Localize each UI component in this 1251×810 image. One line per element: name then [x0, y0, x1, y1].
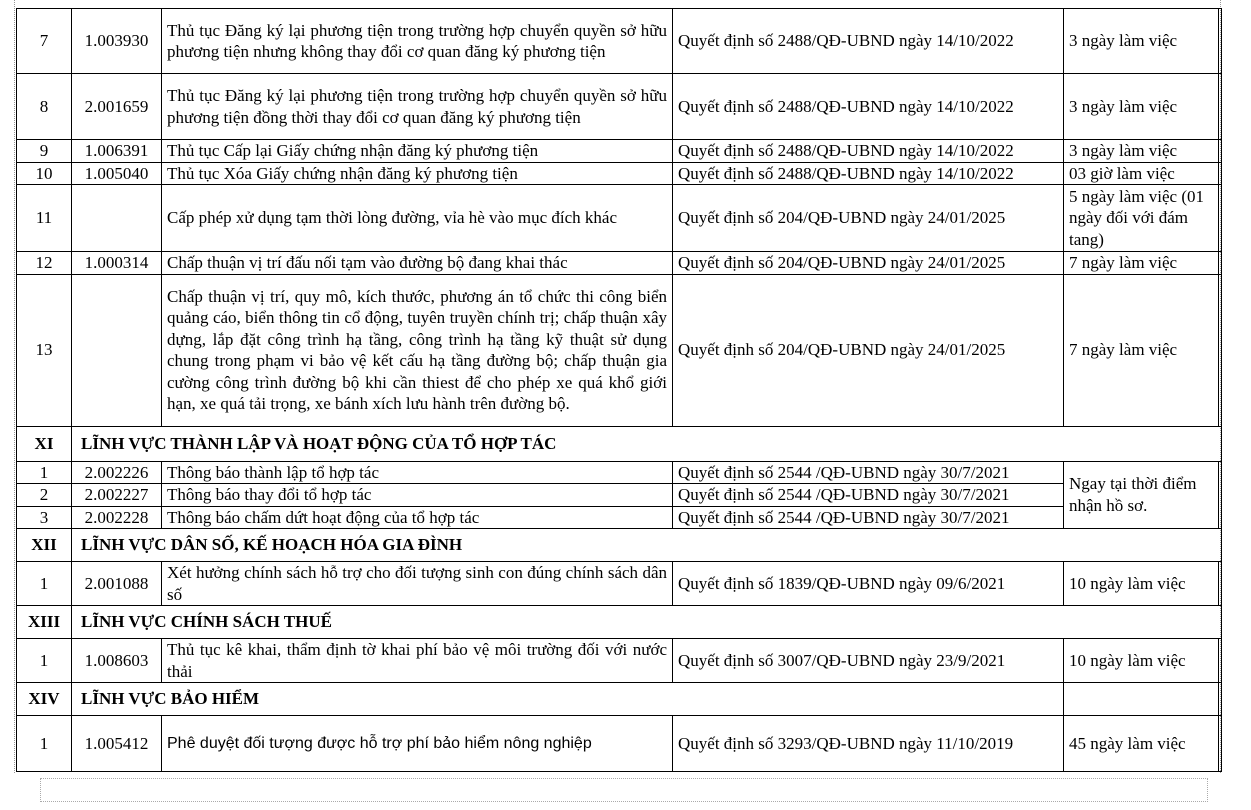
footer-area — [40, 778, 1208, 802]
procedure-code: 1.003930 — [72, 9, 162, 74]
processing-time: 7 ngày làm việc — [1064, 274, 1219, 426]
section-number: XI — [17, 426, 72, 461]
procedure-name: Thông báo chấm dứt hoạt động của tổ hợp tác — [162, 506, 673, 529]
row-number: 8 — [17, 74, 72, 140]
procedure-code — [72, 274, 162, 426]
procedures-table — [16, 8, 1222, 772]
row-number: 9 — [17, 140, 72, 163]
row-number: 2 — [17, 484, 72, 507]
procedure-name: Thủ tục kê khai, thẩm định tờ khai phí bảo vệ môi trường đối với nước thải — [162, 639, 673, 683]
decision-reference: Quyết định số 3007/QĐ-UBND ngày 23/9/2021 — [673, 639, 1064, 683]
procedure-name: Chấp thuận vị trí, quy mô, kích thước, phương án tổ chức thi công biển quảng cáo, biển thông tin cổ động, tuyên truyền chính trị; chấp thuận xây dựng, lắp đặt công trình hạ tầng, công trình hạ tầng kỹ thuật sử dụng chung trong phạm vi bảo vệ kết cấu hạ tầng đường bộ; chấp thuận gia cường công trình đường bộ khi cần thiest để cho phép xe quá khổ giới hạn, xe quá tải trọng, xe bánh xích lưu hành trên đường bộ. — [162, 274, 673, 426]
table-row — [17, 162, 1222, 185]
table-row — [17, 9, 1222, 74]
procedure-code: 1.005040 — [72, 162, 162, 185]
processing-time: 03 giờ làm việc — [1064, 162, 1219, 185]
table-row — [17, 252, 1222, 275]
procedure-code: 1.008603 — [72, 639, 162, 683]
section-number: XII — [17, 529, 72, 562]
table-row — [17, 716, 1222, 772]
procedure-code: 2.002228 — [72, 506, 162, 529]
empty-cell — [1064, 683, 1219, 716]
row-number: 1 — [17, 461, 72, 484]
procedure-code: 1.005412 — [72, 716, 162, 772]
procedure-code: 2.001659 — [72, 74, 162, 140]
procedure-code: 1.000314 — [72, 252, 162, 275]
procedure-code — [72, 185, 162, 252]
decision-reference: Quyết định số 2488/QĐ-UBND ngày 14/10/2022 — [673, 140, 1064, 163]
processing-time: 5 ngày làm việc (01 ngày đối với đám tang) — [1064, 185, 1219, 252]
table-row — [17, 562, 1222, 606]
procedure-name: Thủ tục Xóa Giấy chứng nhận đăng ký phương tiện — [162, 162, 673, 185]
row-number: 11 — [17, 185, 72, 252]
table-row — [17, 506, 1222, 529]
processing-time: 10 ngày làm việc — [1064, 639, 1219, 683]
section-header — [17, 426, 1222, 461]
processing-time: 45 ngày làm việc — [1064, 716, 1219, 772]
decision-reference: Quyết định số 3293/QĐ-UBND ngày 11/10/2019 — [673, 716, 1064, 772]
processing-time: 3 ngày làm việc — [1064, 74, 1219, 140]
table-row — [17, 185, 1222, 252]
procedure-name: Thủ tục Đăng ký lại phương tiện trong trường hợp chuyển quyền sở hữu phương tiện nhưng không thay đổi cơ quan đăng ký phương tiện — [162, 9, 673, 74]
section-header — [17, 683, 1222, 716]
row-number: 1 — [17, 639, 72, 683]
decision-reference: Quyết định số 2488/QĐ-UBND ngày 14/10/2022 — [673, 74, 1064, 140]
procedure-code: 1.006391 — [72, 140, 162, 163]
procedure-name: Chấp thuận vị trí đấu nối tạm vào đường bộ đang khai thác — [162, 252, 673, 275]
table-row — [17, 74, 1222, 140]
decision-reference: Quyết định số 204/QĐ-UBND ngày 24/01/2025 — [673, 185, 1064, 252]
procedure-name: Thủ tục Đăng ký lại phương tiện trong trường hợp chuyển quyền sở hữu phương tiện đồng thời thay đổi cơ quan đăng ký phương tiện — [162, 74, 673, 140]
processing-time: Ngay tại thời điểm nhận hồ sơ. — [1064, 461, 1219, 529]
page-margin-left — [14, 0, 15, 773]
table-row — [17, 639, 1222, 683]
row-number: 3 — [17, 506, 72, 529]
decision-reference: Quyết định số 2544 /QĐ-UBND ngày 30/7/2021 — [673, 506, 1064, 529]
section-header — [17, 529, 1222, 562]
table-row — [17, 461, 1222, 484]
decision-reference: Quyết định số 2544 /QĐ-UBND ngày 30/7/2021 — [673, 461, 1064, 484]
procedure-code: 2.002227 — [72, 484, 162, 507]
processing-time: 7 ngày làm việc — [1064, 252, 1219, 275]
table-row — [17, 484, 1222, 507]
section-number: XIII — [17, 606, 72, 639]
decision-reference: Quyết định số 204/QĐ-UBND ngày 24/01/2025 — [673, 274, 1064, 426]
decision-reference: Quyết định số 1839/QĐ-UBND ngày 09/6/2021 — [673, 562, 1064, 606]
procedure-name: Thông báo thành lập tổ hợp tác — [162, 461, 673, 484]
procedure-name: Cấp phép xử dụng tạm thời lòng đường, vỉa hè vào mục đích khác — [162, 185, 673, 252]
procedure-code: 2.002226 — [72, 461, 162, 484]
processing-time: 10 ngày làm việc — [1064, 562, 1219, 606]
section-title: LĨNH VỰC DÂN SỐ, KẾ HOẠCH HÓA GIA ĐÌNH — [72, 529, 1222, 562]
procedure-name: Xét hưởng chính sách hỗ trợ cho đối tượng sinh con đúng chính sách dân số — [162, 562, 673, 606]
section-title: LĨNH VỰC THÀNH LẬP VÀ HOẠT ĐỘNG CỦA TỔ HỢP TÁC — [72, 426, 1222, 461]
row-number: 7 — [17, 9, 72, 74]
procedure-name: Thủ tục Cấp lại Giấy chứng nhận đăng ký phương tiện — [162, 140, 673, 163]
processing-time: 3 ngày làm việc — [1064, 140, 1219, 163]
section-title: LĨNH VỰC BẢO HIỂM — [72, 683, 1064, 716]
section-number: XIV — [17, 683, 72, 716]
processing-time: 3 ngày làm việc — [1064, 9, 1219, 74]
row-number: 12 — [17, 252, 72, 275]
decision-reference: Quyết định số 2488/QĐ-UBND ngày 14/10/2022 — [673, 162, 1064, 185]
procedure-code: 2.001088 — [72, 562, 162, 606]
procedure-name: Thông báo thay đổi tổ hợp tác — [162, 484, 673, 507]
table-row — [17, 140, 1222, 163]
section-header — [17, 606, 1222, 639]
decision-reference: Quyết định số 204/QĐ-UBND ngày 24/01/2025 — [673, 252, 1064, 275]
section-title: LĨNH VỰC CHÍNH SÁCH THUẾ — [72, 606, 1222, 639]
table-row — [17, 274, 1222, 426]
row-number: 13 — [17, 274, 72, 426]
decision-reference: Quyết định số 2488/QĐ-UBND ngày 14/10/2022 — [673, 9, 1064, 74]
decision-reference: Quyết định số 2544 /QĐ-UBND ngày 30/7/2021 — [673, 484, 1064, 507]
row-number: 1 — [17, 716, 72, 772]
row-number: 1 — [17, 562, 72, 606]
procedure-name: Phê duyệt đối tượng được hỗ trợ phí bảo hiểm nông nghiệp — [162, 716, 673, 772]
row-number: 10 — [17, 162, 72, 185]
